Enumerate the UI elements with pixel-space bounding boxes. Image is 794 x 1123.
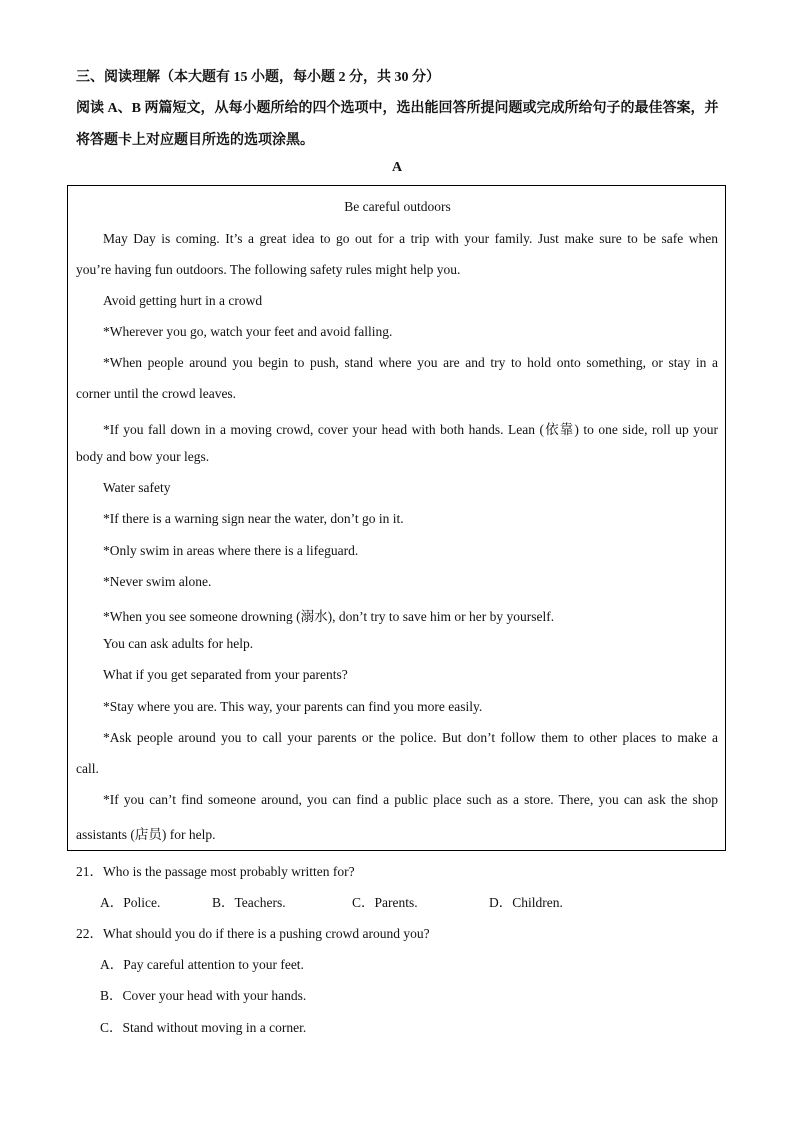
question-22-option-a: A．Pay careful attention to your feet. — [100, 957, 304, 972]
heading-water: Water safety — [103, 480, 171, 495]
passage-box — [67, 185, 726, 851]
question-22-option-b: B．Cover your head with your hands. — [100, 988, 307, 1003]
rule-11-line-2: assistants (店员) for help. — [76, 827, 216, 842]
rule-6: *Never swim alone. — [103, 574, 212, 589]
rule-2-line-1: *When people around you begin to push, stand where you are and try to hold onto something, or stay in a — [103, 355, 718, 370]
question-22-option-c: C．Stand without moving in a corner. — [100, 1020, 307, 1035]
rule-1: *Wherever you go, watch your feet and avoid falling. — [103, 324, 393, 339]
question-21-option-a: A．Police. — [100, 895, 161, 910]
heading-crowd: Avoid getting hurt in a crowd — [103, 293, 263, 308]
instructions-line-1: 阅读 A、B 两篇短文，从每小题所给的四个选项中，选出能回答所提问题或完成所给句子的最佳答案，并 — [76, 101, 719, 116]
rule-10-line-1: *Ask people around you to call your parents or the police. But don’t follow them to other places to make a — [103, 730, 718, 745]
rule-9: *Stay where you are. This way, your parents can find you more easily. — [103, 699, 483, 714]
question-21-option-b: B．Teachers. — [212, 895, 286, 910]
rule-3-line-2: body and bow your legs. — [76, 449, 210, 464]
rule-3-line-1: *If you fall down in a moving crowd, cover your head with both hands. Lean (依靠) to one side, roll up your — [103, 422, 718, 437]
paragraph-1-line-2: you’re having fun outdoors. The following safety rules might help you. — [76, 262, 461, 277]
rule-10-line-2: call. — [76, 761, 99, 776]
question-21-stem: 21．Who is the passage most probably written for? — [76, 864, 355, 879]
paragraph-1-line-1: May Day is coming. It’s a great idea to go out for a trip with your family. Just make sure to be safe when — [103, 231, 718, 246]
rule-5: *Only swim in areas where there is a lifeguard. — [103, 543, 359, 558]
passage-label: A — [391, 160, 403, 175]
heading-separated: What if you get separated from your parents? — [103, 667, 348, 682]
section-title: 三、阅读理解（本大题有 15 小题，每小题 2 分，共 30 分） — [76, 70, 440, 85]
question-21-option-c: C．Parents. — [352, 895, 418, 910]
rule-7: *When you see someone drowning (溺水), don’t try to save him or her by yourself. — [103, 609, 555, 624]
rule-4: *If there is a warning sign near the water, don’t go in it. — [103, 511, 404, 526]
question-21-options — [0, 891, 794, 911]
instructions-line-2: 将答题卡上对应题目所选的选项涂黑。 — [76, 133, 314, 148]
rule-8: You can ask adults for help. — [103, 636, 254, 651]
question-21-option-d: D．Children. — [489, 895, 563, 910]
passage-title: Be careful outdoors — [344, 199, 451, 214]
rule-2-line-2: corner until the crowd leaves. — [76, 386, 237, 401]
question-22-stem: 22．What should you do if there is a pushing crowd around you? — [76, 926, 430, 941]
rule-11-line-1: *If you can’t find someone around, you can find a public place such as a store. There, you can ask the shop — [103, 792, 718, 807]
